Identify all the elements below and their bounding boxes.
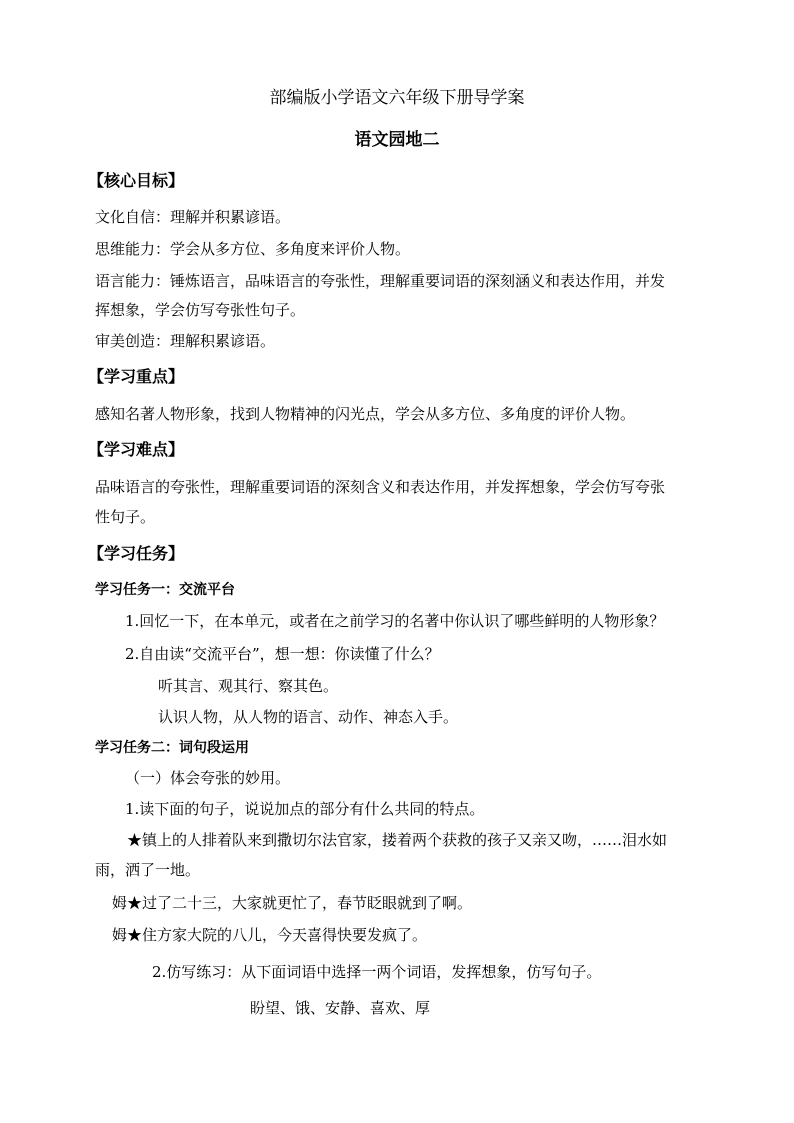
task2-sentence-2: 姆★过了二十三，大家就更忙了，春节眨眼就到了啊。 (112, 894, 473, 912)
task2-question-1: 1.读下面的句子，说说加点的部分有什么共同的特点。 (125, 800, 485, 818)
task1-question-2: 2.自由读“交流平台”，想一想：你读懂了什么？ (125, 645, 440, 663)
task2-sentence-3: 姆★住方家大院的八儿，今天喜得快要发疯了。 (112, 926, 428, 944)
task1-title: 学习任务一：交流平台 (95, 582, 235, 598)
task1-answer-2: 认识人物，从人物的语言、动作、神态入手。 (158, 708, 459, 726)
task1-answer-1: 听其言、观其行、察其色。 (158, 677, 339, 695)
key-points-heading: 【学习重点】 (88, 367, 185, 386)
task2-part-1: （一）体会夸张的妙用。 (125, 769, 291, 787)
task1-question-1: 1.回忆一下，在本单元，或者在之前学习的名著中你认识了哪些鲜明的人物形象？ (125, 612, 665, 630)
difficulties-text-1: 品味语言的夸张性，理解重要词语的深刻含义和表达作用，并发挥想象，学会仿写夸张 (95, 478, 666, 496)
core-goal-thinking: 思维能力：学会从多方位、多角度来评价人物。 (95, 240, 411, 258)
tasks-heading: 【学习任务】 (88, 544, 185, 563)
task2-question-2: 2.仿写练习：从下面词语中选择一两个词语，发挥想象，仿写句子。 (152, 963, 602, 981)
core-goals-heading: 【核心目标】 (88, 171, 185, 190)
task2-sentence-1a: ★镇上的人排着队来到撒切尔法官家，搂着两个获救的孩子又亲又吻，……泪水如 (127, 831, 668, 849)
difficulties-heading: 【学习难点】 (88, 440, 185, 459)
core-goal-language-2: 挥想象，学会仿写夸张性句子。 (95, 301, 306, 319)
key-points-text: 感知名著人物形象，找到人物精神的闪光点，学会从多方位、多角度的评价人物。 (95, 405, 636, 423)
task2-title: 学习任务二：词句段运用 (95, 740, 249, 756)
document-subtitle: 语文园地二 (354, 130, 440, 150)
document-title: 部编版小学语文六年级下册导学案 (269, 88, 525, 108)
core-goal-language-1: 语言能力：锤炼语言，品味语言的夸张性，理解重要词语的深刻涵义和表达作用，并发 (95, 272, 666, 290)
core-goal-aesthetic: 审美创造：理解积累谚语。 (95, 332, 276, 350)
task2-sentence-1b: 雨，洒了一地。 (95, 861, 201, 879)
core-goal-culture: 文化自信：理解并积累谚语。 (95, 208, 291, 226)
task2-word-list: 盼望、饿、安静、喜欢、厚 (250, 999, 431, 1017)
difficulties-text-2: 性句子。 (95, 508, 156, 526)
